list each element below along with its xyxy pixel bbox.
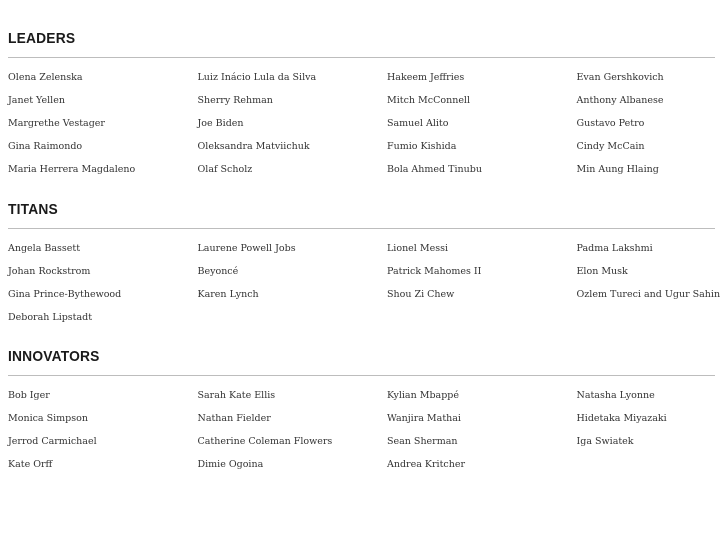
- name-link[interactable]: Kate Orff: [8, 459, 53, 470]
- name-link[interactable]: Joe Biden: [197, 118, 244, 129]
- name-link[interactable]: Margrethe Vestager: [8, 118, 105, 129]
- name-link[interactable]: Beyoncé: [197, 266, 239, 277]
- name-grid: [8, 384, 715, 476]
- section-innovators: [8, 348, 715, 476]
- name-link[interactable]: Hakeem Jeffries: [387, 72, 465, 83]
- name-link[interactable]: Bola Ahmed Tinubu: [387, 164, 482, 175]
- name-grid: [8, 237, 720, 329]
- name-link[interactable]: Mitch McConnell: [387, 95, 471, 106]
- name-link[interactable]: Gina Raimondo: [8, 141, 83, 152]
- name-link[interactable]: Kylian Mbappé: [387, 390, 459, 401]
- name-link[interactable]: Natasha Lyonne: [576, 390, 655, 401]
- name-link[interactable]: Karen Lynch: [197, 289, 259, 300]
- section-title: TITANS: [8, 201, 58, 218]
- section-leaders: [8, 30, 715, 181]
- section-divider: [8, 57, 715, 58]
- name-link[interactable]: Luiz Inácio Lula da Silva: [197, 72, 317, 83]
- name-link[interactable]: Monica Simpson: [8, 413, 88, 424]
- name-link[interactable]: Lionel Messi: [387, 243, 449, 254]
- name-link[interactable]: Andrea Kritcher: [387, 459, 466, 470]
- name-link[interactable]: Sean Sherman: [387, 436, 458, 447]
- name-link[interactable]: Jerrod Carmichael: [8, 436, 97, 447]
- name-link[interactable]: Dimie Ogoina: [197, 459, 264, 470]
- name-link[interactable]: Ozlem Tureci and Ugur Sahin: [576, 289, 720, 300]
- name-grid: [8, 66, 715, 181]
- name-link[interactable]: Janet Yellen: [8, 95, 65, 106]
- section-titans: [8, 201, 720, 329]
- section-title: INNOVATORS: [8, 348, 100, 365]
- name-link[interactable]: Cindy McCain: [576, 141, 645, 152]
- name-link[interactable]: Nathan Fielder: [197, 413, 271, 424]
- name-link[interactable]: Johan Rockstrom: [8, 266, 91, 277]
- name-link[interactable]: Deborah Lipstadt: [8, 312, 93, 323]
- name-link[interactable]: Shou Zi Chew: [387, 289, 455, 300]
- name-link[interactable]: Patrick Mahomes II: [387, 266, 482, 277]
- name-link[interactable]: Sarah Kate Ellis: [197, 390, 276, 401]
- name-link[interactable]: Maria Herrera Magdaleno: [8, 164, 136, 175]
- section-divider: [8, 228, 715, 229]
- name-link[interactable]: Samuel Alito: [387, 118, 449, 129]
- name-link[interactable]: Wanjira Mathai: [387, 413, 461, 424]
- name-link[interactable]: Padma Lakshmi: [576, 243, 653, 254]
- name-link[interactable]: Evan Gershkovich: [576, 72, 664, 83]
- name-link[interactable]: Bob Iger: [8, 390, 50, 401]
- name-link[interactable]: Oleksandra Matviichuk: [197, 141, 310, 152]
- name-link[interactable]: Olaf Scholz: [197, 164, 253, 175]
- name-link[interactable]: Gustavo Petro: [576, 118, 645, 129]
- name-link[interactable]: Min Aung Hlaing: [576, 164, 659, 175]
- name-link[interactable]: Hidetaka Miyazaki: [576, 413, 667, 424]
- name-link[interactable]: Elon Musk: [576, 266, 628, 277]
- name-link[interactable]: Anthony Albanese: [576, 95, 664, 106]
- name-link[interactable]: Fumio Kishida: [387, 141, 457, 152]
- name-link[interactable]: Gina Prince-Bythewood: [8, 289, 122, 300]
- name-link[interactable]: Iga Swiatek: [576, 436, 634, 447]
- section-title: LEADERS: [8, 30, 76, 47]
- name-link[interactable]: Olena Zelenska: [8, 72, 83, 83]
- name-link[interactable]: Angela Bassett: [8, 243, 81, 254]
- name-link[interactable]: Sherry Rehman: [197, 95, 273, 106]
- section-divider: [8, 375, 715, 376]
- name-link[interactable]: Catherine Coleman Flowers: [197, 436, 333, 447]
- name-link[interactable]: Laurene Powell Jobs: [197, 243, 296, 254]
